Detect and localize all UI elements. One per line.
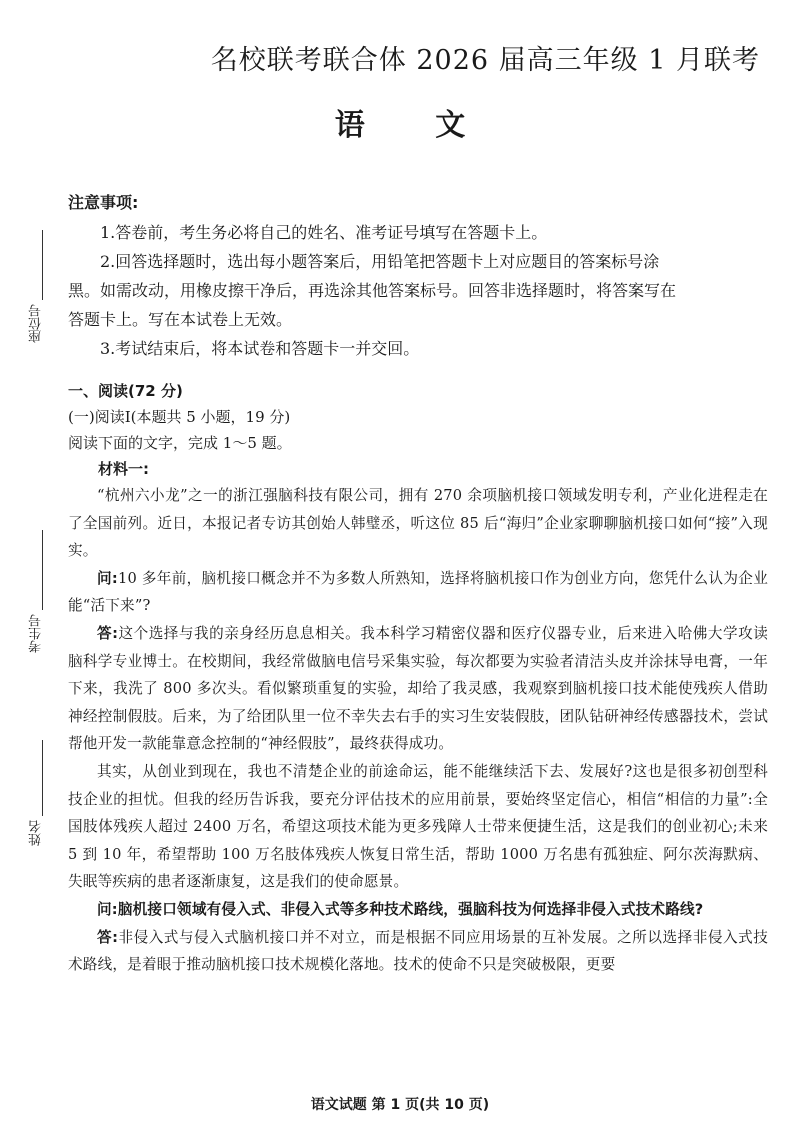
notice-item-2: 2.回答选择题时，选出每小题答案后，用铅笔把答题卡上对应题目的答案标号涂黑。如需改动，用橡皮擦干净后，再选涂其他答案标号。回答非选择题时，将答案写在答题卡上。写在本试卷上无效。 <box>68 252 677 329</box>
question-1-lead: 问: <box>97 569 118 587</box>
interview-answer-2 <box>68 924 768 979</box>
exam-number-field <box>30 530 50 670</box>
reading-instruction: 阅读下面的文字，完成 1～5 题。 <box>68 434 292 452</box>
reading-section <box>68 378 768 979</box>
exam-title: 名校联考联合体 2026 届高三年级 1 月联考 <box>210 45 760 76</box>
seat-number-field <box>30 230 50 370</box>
passage-intro: “杭州六小龙”之一的浙江强脑科技有限公司，拥有 270 余项脑机接口领域发明专利，产业化进程走在了全国前列。近日，本报记者专访其创始人韩璧丞，听这位 85 后“海归”企业家聊聊脑机接口如何“接”入现实。 <box>68 487 768 560</box>
notice-item-1: 1.答卷前，考生务必将自己的姓名、准考证号填写在答题卡上。 <box>100 223 548 242</box>
answer-1-continued: 其实，从创业到现在，我也不清楚企业的前途命运，能不能继续活下去、发展好?这也是很多初创型科技企业的担忧。但我的经历告诉我，要充分评估技术的应用前景，要始终坚定信心，相信“相信的力量”:全国肢体残疾人超过 2400 万名，希望这项技术能为更多残障人士带来便捷生活，这是我们的创业初心;未来 5 到 10 年，希望帮助 100 万名肢体残疾人恢复日常生活，帮助 1000 万名患有孤独症、阿尔茨海默病、失眠等疾病的患者逐渐康复，这是我们的使命愿景。 <box>68 762 768 891</box>
seat-number-label: 座位号 <box>29 304 44 343</box>
name-label: 姓名 <box>29 820 44 846</box>
interview-question-2 <box>68 896 768 924</box>
question-2-text: 脑机接口领域有侵入式、非侵入式等多种技术路线，强脑科技为何选择非侵入式技术路线? <box>117 900 704 918</box>
answer-1-text: 这个选择与我的亲身经历息息相关。我本科学习精密仪器和医疗仪器专业，后来进入哈佛大学攻读脑科学专业博士。在校期间，我经常做脑电信号采集实验，每次都要为实验者清洁头皮并涂抹导电膏，一年下来，我洗了 800 多次头。看似繁琐重复的实验，却给了我灵感，我观察到脑机接口技术能使残疾人借助神经控制假肢。后来，为了给团队里一位不幸失去右手的实习生安装假肢，团队钻研神经传感器技术，尝试帮他开发一款能靠意念控制的“神经假肢”，最终获得成功。 <box>68 624 768 753</box>
name-field <box>30 740 50 870</box>
sub-section-heading: (一)阅读Ⅰ(本题共 5 小题，19 分) <box>68 408 291 426</box>
question-1-text: 10 多年前，脑机接口概念并不为多数人所熟知，选择将脑机接口作为创业方向，您凭什么认为企业能“活下来”? <box>68 569 768 615</box>
name-line <box>42 740 43 816</box>
answer-1-lead: 答: <box>97 624 119 642</box>
answer-2-lead: 答: <box>97 928 119 946</box>
section-heading: 一、阅读(72 分) <box>68 382 183 400</box>
material-label: 材料一: <box>98 460 149 478</box>
question-2-lead: 问: <box>97 900 118 918</box>
seat-number-line <box>42 230 43 300</box>
answer-2-text: 非侵入式与侵入式脑机接口并不对立，而是根据不同应用场景的互补发展。之所以选择非侵入式技术路线，是着眼于推动脑机接口技术规模化落地。技术的使命不只是突破极限，更要 <box>68 928 768 974</box>
page-footer: 语文试题 第 1 页(共 10 页) <box>310 1097 490 1113</box>
subject-title: 语 文 <box>334 108 496 143</box>
interview-answer-1 <box>68 620 768 758</box>
interview-question-1 <box>68 565 768 620</box>
exam-number-line <box>42 530 43 610</box>
notice-heading: 注意事项: <box>68 193 139 212</box>
notice-item-3: 3.考试结束后，将本试卷和答题卡一并交回。 <box>100 339 420 358</box>
exam-number-label: 考生号 <box>29 614 44 653</box>
